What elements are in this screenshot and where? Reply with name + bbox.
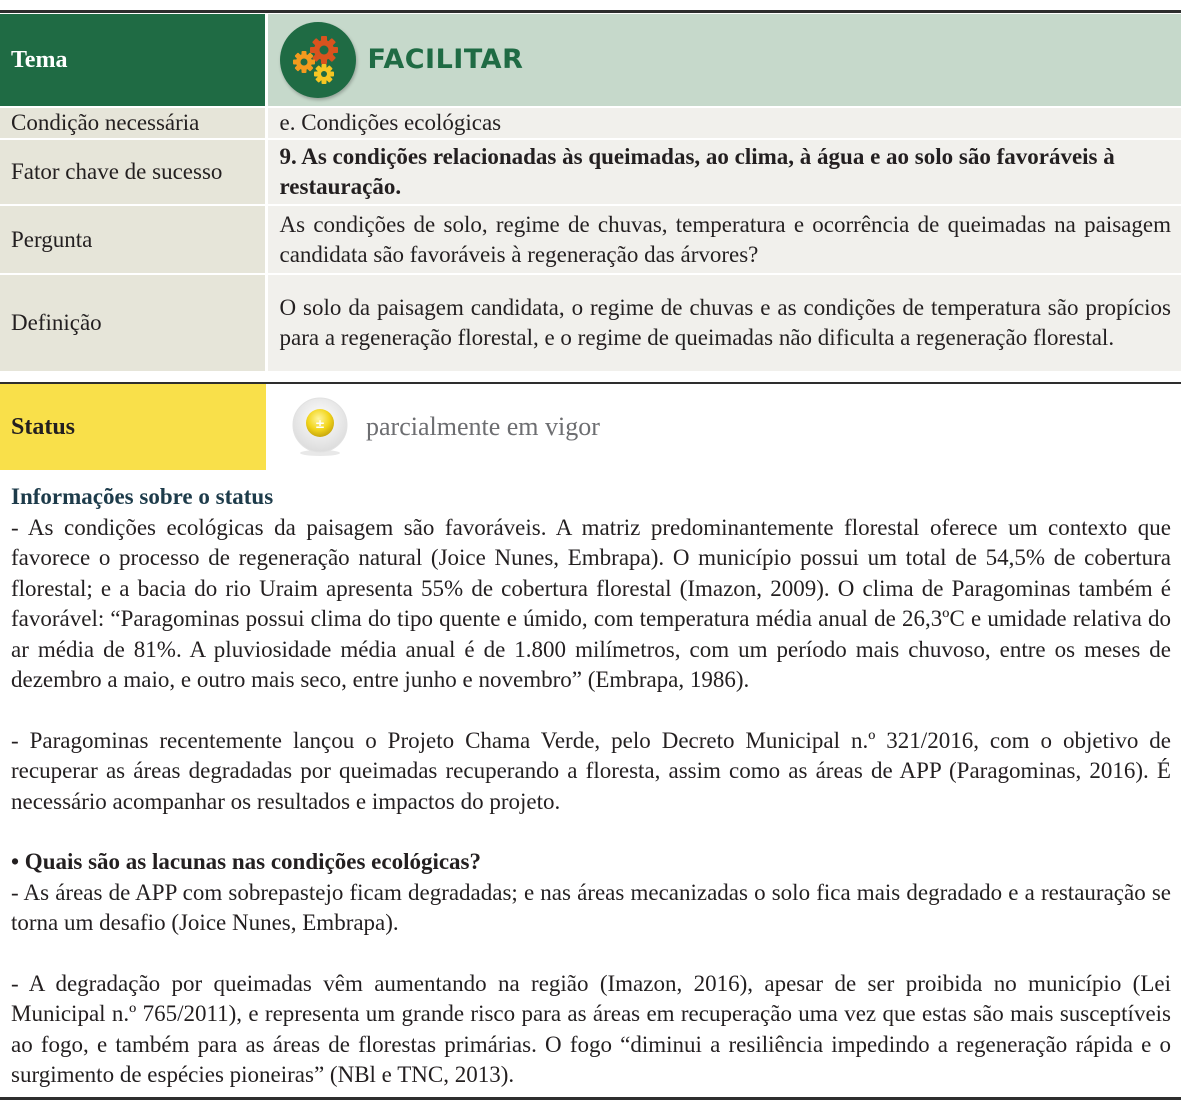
status-label: Status	[0, 384, 266, 470]
paragraph: - A degradação por queimadas vêm aumentando na região (Imazon, 2016), apesar de ser proibida no município (Lei Municipal n.º 765/2011), e representa um grande risco para as áreas em recuperação uma vez que estas são mais susceptíveis ao fogo, e também para as áreas de florestas primárias. O fogo “diminui a resiliência impedindo a regeneração rápida e o surgimento de espécies pioneiras” (NBl e TNC, 2013).	[11, 970, 1171, 1087]
tema-label: Tema	[0, 14, 266, 107]
row-label: Pergunta	[0, 205, 266, 274]
row-label: Fator chave de sucesso	[0, 139, 266, 205]
row-label: Condição necessária	[0, 107, 266, 139]
info-table	[0, 14, 1181, 371]
theme-name: FACILITAR	[367, 44, 524, 75]
svg-text:±: ±	[314, 417, 326, 431]
bottom-rule	[0, 1097, 1181, 1100]
tema-row	[0, 14, 1181, 107]
status-row	[0, 384, 1181, 470]
status-value: parcialmente em vigor	[366, 412, 600, 441]
paragraph: - Paragominas recentemente lançou o Projeto Chama Verde, pelo Decreto Municipal n.º 321/2016, com o objetivo de recuperar as áreas degradadas por queimadas recuperando a floresta, assim como as áreas de APP (Paragominas, 2016). É necessário acompanhar os resultados e impactos do projeto.	[11, 727, 1171, 814]
status-info	[11, 482, 1171, 1091]
partial-status-icon	[288, 395, 352, 459]
table-row	[0, 139, 1181, 205]
theme-cell	[266, 14, 1181, 107]
gaps-question: • Quais são as lacunas nas condições ecológicas?	[11, 849, 482, 874]
row-value: As condições de solo, regime de chuvas, temperatura e ocorrência de queimadas na paisagem candidata são favoráveis à regeneração das árvores?	[266, 205, 1181, 274]
status-value-cell	[266, 384, 1181, 470]
row-value: O solo da paisagem candidata, o regime de chuvas e as condições de temperatura são propícios para a regeneração florestal, e o regime de queimadas não dificulta a regeneração florestal.	[266, 274, 1181, 371]
gears-icon	[280, 22, 356, 98]
table-row	[0, 274, 1181, 371]
paragraph: - As condições ecológicas da paisagem são favoráveis. A matriz predominantemente florestal oferece um contexto que favorece o processo de regeneração natural (Joice Nunes, Embrapa). O município possui um total de 54,5% de cobertura florestal; e a bacia do rio Uraim apresenta 55% de cobertura florestal (Imazon, 2009). O clima de Paragominas também é favorável: “Paragominas possui clima do tipo quente e úmido, com temperatura média anual de 26,3ºC e umidade relativa do ar média de 81%. A pluviosidade média anual é de 1.800 milímetros, com um período mais chuvoso, entre os meses de dezembro a maio, e outro mais seco, entre junho e novembro” (Embrapa, 1986).	[11, 514, 1171, 692]
status-info-title: Informações sobre o status	[11, 484, 274, 509]
paragraph: - As áreas de APP com sobrepastejo ficam degradadas; e nas áreas mecanizadas o solo fica mais degradado e a restauração se torna um desafio (Joice Nunes, Embrapa).	[11, 879, 1171, 935]
row-value: e. Condições ecológicas	[266, 107, 1181, 139]
top-rule	[0, 10, 1181, 13]
row-label: Definição	[0, 274, 266, 371]
table-row	[0, 205, 1181, 274]
row-value: 9. As condições relacionadas às queimadas, ao clima, à água e ao solo são favoráveis à restauração.	[266, 139, 1181, 205]
table-row	[0, 107, 1181, 139]
